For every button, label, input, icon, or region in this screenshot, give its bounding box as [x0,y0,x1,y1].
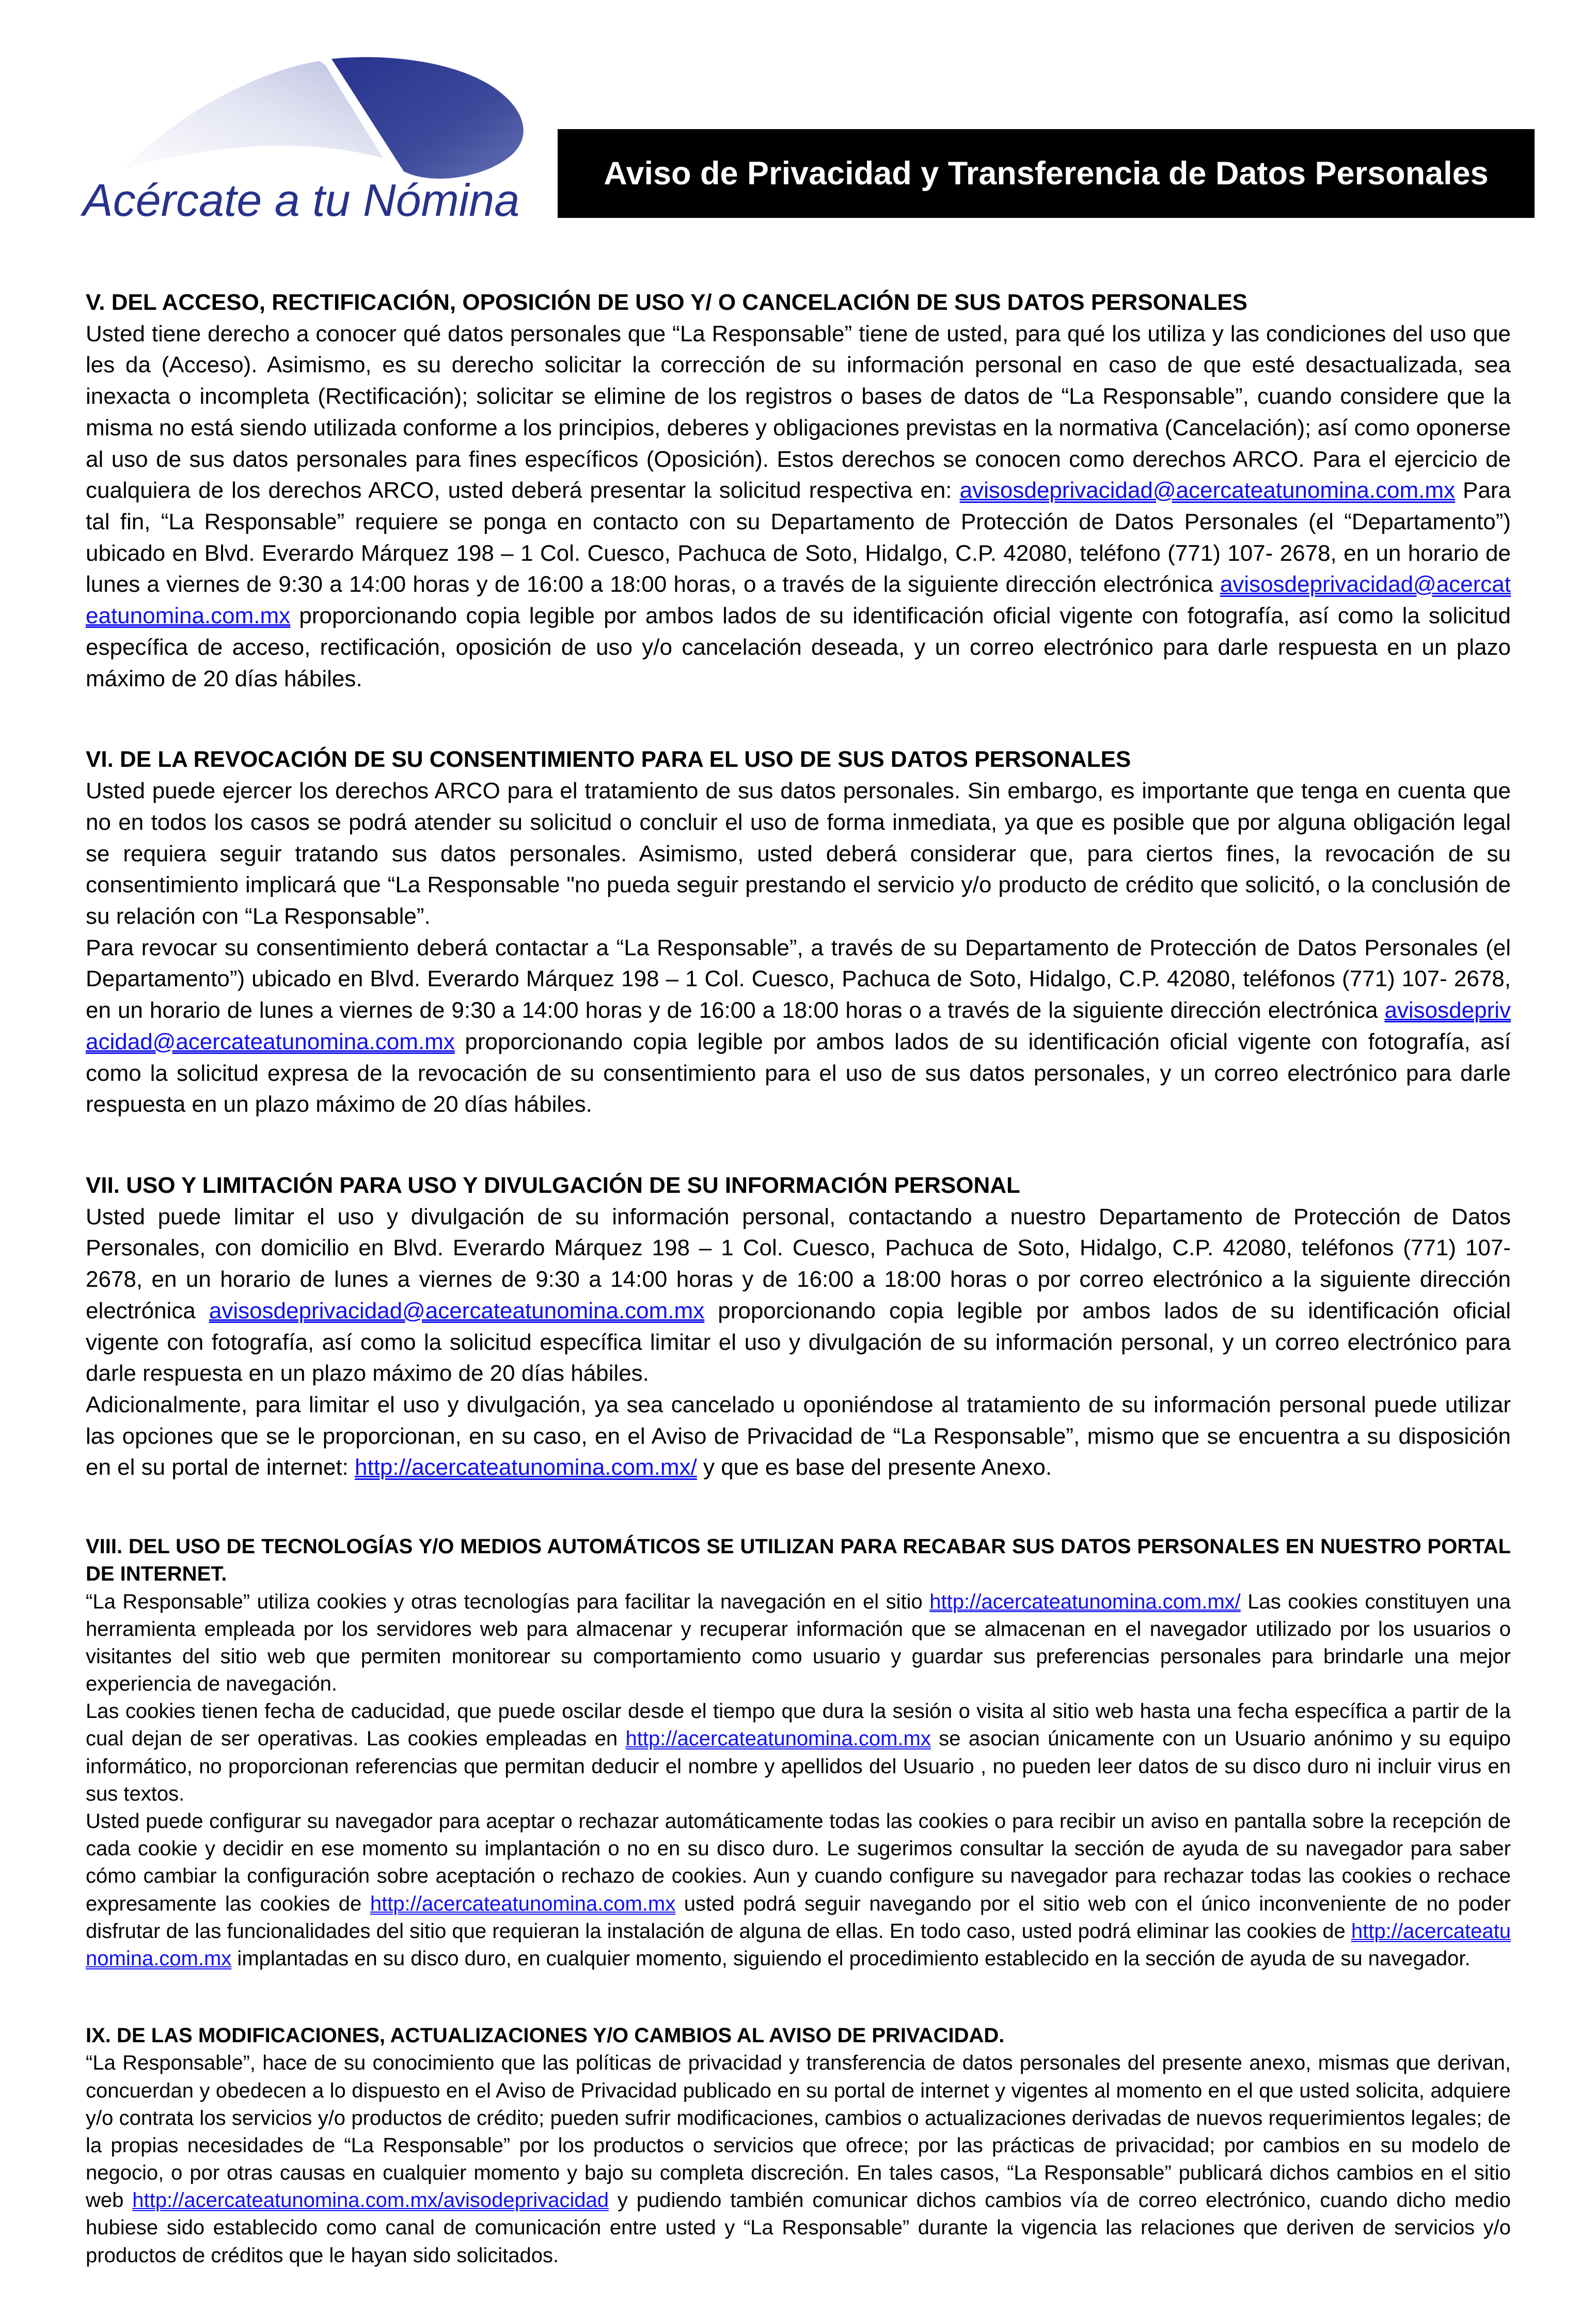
title-banner [558,129,1535,218]
paragraph: Usted puede limitar el uso y divulgación de su información personal, contactando a nuestro Departamento de Protección de Datos Personales, con domicilio en Blvd. Everardo Márquez 198 – 1 Col. Cuesco, Pachuca de Soto, Hidalgo, C.P. 42080, teléfonos (771) 107- 2678, en un horario de lunes a viernes de 9:30 a 14:00 horas y de 16:00 a 18:00 horas o por correo electrónico a la siguiente dirección electrónica avisosdeprivacidad@acercateatunomina.com.mx proporcionando copia legible por ambos lados de su identificación oficial vigente con fotografía, así como la solicitud específica limitar el uso y divulgación de su información personal, y un correo electrónico para darle respuesta en un plazo máximo de 20 días hábiles. [86,1204,1511,1386]
paragraph: Usted tiene derecho a conocer qué datos personales que “La Responsable” tiene de usted, para qué los utiliza y las condiciones del uso que les da (Acceso). Asimismo, es su derecho solicitar la corrección de su información personal en caso de que esté desactualizada, sea inexacta o incompleta (Rectificación); solicitar se elimine de los registros o bases de datos de “La Responsable”, cuando considere que la misma no está siendo utilizada conforme a los principios, deberes y obligaciones previstas en la normativa (Cancelación); así como oponerse al uso de sus datos personales para fines específicos (Oposición). Estos derechos se conocen como derechos ARCO. Para el ejercicio de cualquiera de los derechos ARCO, usted deberá presentar la solicitud respectiva en: avisosdeprivacidad@acercateatunomina.com.mx Para tal fin, “La Responsable” requiere se ponga en contacto con su Departamento de Protección de Datos Personales (el “Departamento”) ubicado en Blvd. Everardo Márquez 198 – 1 Col. Cuesco, Pachuca de Soto, Hidalgo, C.P. 42080, teléfono (771) 107- 2678, en un horario de lunes a viernes de 9:30 a 14:00 horas y de 16:00 a 18:00 horas, o a través de la siguiente dirección electrónica avisosdeprivacidad@acercateatunomina.com.mx proporcionando copia legible por ambos lados de su identificación oficial vigente con fotografía, así como la solicitud específica de acceso, rectificación, oposición de uso y/o cancelación deseada, y un correo electrónico para darle respuesta en un plazo máximo de 20 días hábiles. [86,321,1511,691]
section-IX [86,2022,1511,2269]
url-link[interactable]: http://acercateatunomina.com.mx [370,1892,676,1915]
url-link[interactable]: http://acercateatunomina.com.mx [625,1727,931,1750]
paragraph: Para revocar su consentimiento deberá contactar a “La Responsable”, a través de su Departamento de Protección de Datos Personales (el Departamento”) ubicado en Blvd. Everardo Márquez 198 – 1 Col. Cuesco, Pachuca de Soto, Hidalgo, C.P. 42080, teléfonos (771) 107- 2678, en un horario de lunes a viernes de 9:30 a 14:00 horas y de 16:00 a 18:00 horas o a través de la siguiente dirección electrónica avisosdeprivacidad@acercateatunomina.com.mx proporcionando copia legible por ambos lados de su identificación oficial vigente con fotografía, así como la solicitud expresa de la revocación de su consentimiento para el uso de sus datos personales, y un correo electrónico para darle respuesta en un plazo máximo de 20 días hábiles. [86,935,1511,1117]
section-VII-heading: VII. USO Y LIMITACIÓN PARA USO Y DIVULGACIÓN DE SU INFORMACIÓN PERSONAL [86,1172,1020,1198]
section-V [86,287,1511,695]
email-link[interactable]: avisosdeprivacidad@acercateatunomina.com.mx [86,998,1511,1054]
brand-name: Acércate a tu Nómina [83,175,520,226]
logo-swoosh-icon [119,57,532,181]
section-VI [86,744,1511,1121]
paragraph: “La Responsable”, hace de su conocimiento que las políticas de privacidad y transferencia de datos personales del presente anexo, mismas que derivan, concuerdan y obedecen a lo dispuesto en el Aviso de Privacidad publicado en su portal de internet y vigentes al momento en el que usted solicita, adquiere y/o contrata los servicios y/o productos de crédito; pueden sufrir modificaciones, cambios o actualizaciones derivadas de nuevos requerimientos legales; de la propias necesidades de “La Responsable” por los productos o servicios que ofrece; por las prácticas de privacidad; por cambios en su modelo de negocio, o por otras causas en cualquier momento y bajo su completa discreción. En tales casos, “La Responsable” publicará dichos cambios en el sitio web http://acercateatunomina.com.mx/avisodeprivacidad y pudiendo también comunicar dichos cambios vía de correo electrónico, cuando dicho medio hubiese sido establecido como canal de comunicación entre usted y “La Responsable” durante la vigencia las relaciones que deriven de servicios y/o productos de créditos que le hayan sido solicitados. [86,2052,1511,2267]
email-link[interactable]: avisosdeprivacidad@acercateatunomina.com.mx [959,478,1455,503]
section-VIII [86,1533,1511,1973]
email-link[interactable]: avisosdeprivacidad@acercateatunomina.com.mx [209,1298,705,1323]
paragraph: Usted puede ejercer los derechos ARCO para el tratamiento de sus datos personales. Sin embargo, es importante que tenga en cuenta que no en todos los casos se podrá atender su solicitud o concluir el uso de forma inmediata, ya que es posible que por alguna obligación legal se requiera seguir tratando sus datos personales. Asimismo, usted deberá considerar que, para ciertos fines, la revocación de su consentimiento implicará que “La Responsable "no pueda seguir prestando el servicio y/o producto de crédito que solicitó, o la conclusión de su relación con “La Responsable”. [86,778,1511,929]
email-link[interactable]: avisosdeprivacidad@acercateatunomina.com.mx [86,572,1511,629]
section-VII [86,1170,1511,1484]
paragraph: Las cookies tienen fecha de caducidad, que puede oscilar desde el tiempo que dura la sesión o visita al sitio web hasta una fecha específica a partir de la cual dejan de ser operativas. Las cookies empleadas en http://acercateatunomina.com.mx se asocian únicamente con un Usuario anónimo y su equipo informático, no proporcionan referencias que permitan deducir el nombre y apellidos del Usuario , no pueden leer datos de su disco duro ni incluir virus en sus textos. [86,1700,1511,1805]
section-VI-heading: VI. DE LA REVOCACIÓN DE SU CONSENTIMIENTO PARA EL USO DE SUS DATOS PERSONALES [86,747,1131,772]
document-body [86,287,1511,2319]
paragraph: “La Responsable” utiliza cookies y otras tecnologías para facilitar la navegación en el sitio http://acercateatunomina.com.mx/ Las cookies constituyen una herramienta empleada por los servidores web para almacenar y recuperar información que se almacenan en el navegador utilizado por los usuarios o visitantes del sitio web que permiten monitorear su comportamiento como usuario y guardar sus preferencias personales para brindarle una mejor experiencia de navegación. [86,1590,1511,1696]
paragraph: Adicionalmente, para limitar el uso y divulgación, ya sea cancelado u oponiéndose al tratamiento de su información personal puede utilizar las opciones que se le proporcionan, en su caso, en el Aviso de Privacidad de “La Responsable”, mismo que se encuentra a su disposición en el su portal de internet: http://acercateatunomina.com.mx/ y que es base del presente Anexo. [86,1392,1511,1480]
section-V-heading: V. DEL ACCESO, RECTIFICACIÓN, OPOSICIÓN DE USO Y/ O CANCELACIÓN DE SUS DATOS PERSONALES [86,290,1248,315]
section-VIII-heading: VIII. DEL USO DE TECNOLOGÍAS Y/O MEDIOS AUTOMÁTICOS SE UTILIZAN PARA RECABAR SUS DATOS PERSONALES EN NUESTRO PORTAL DE INTERNET. [86,1535,1511,1586]
url-link[interactable]: http://acercateatunomina.com.mx/ [355,1455,697,1480]
section-IX-heading: IX. DE LAS MODIFICACIONES, ACTUALIZACIONES Y/O CAMBIOS AL AVISO DE PRIVACIDAD. [86,2024,1005,2047]
page-title: Aviso de Privacidad y Transferencia de Datos Personales [604,155,1489,192]
url-link[interactable]: http://acercateatunomina.com.mx/ [929,1590,1241,1613]
paragraph: Usted puede configurar su navegador para aceptar o rechazar automáticamente todas las cookies o para recibir un aviso en pantalla sobre la recepción de cada cookie y decidir en ese momento su implantación o no en su disco duro. Le sugerimos consultar la sección de ayuda de su navegador para saber cómo cambiar la configuración sobre aceptación o rechazo de cookies. Aun y cuando configure su navegador para rechazar todas las cookies o rechace expresamente las cookies de http://acercateatunomina.com.mx usted podrá seguir navegando por el sitio web con el único inconveniente de no poder disfrutar de las funcionalidades del sitio que requieran la instalación de alguna de ellas. En todo caso, usted podrá eliminar las cookies de http://acercateatunomina.com.mx implantadas en su disco duro, en cualquier momento, siguiendo el procedimiento establecido en la sección de ayuda de su navegador. [86,1810,1511,1970]
brand-logo [83,52,547,227]
url-link[interactable]: http://acercateatunomina.com.mx [86,1919,1511,1970]
url-link[interactable]: http://acercateatunomina.com.mx/avisodeprivacidad [132,2189,609,2212]
